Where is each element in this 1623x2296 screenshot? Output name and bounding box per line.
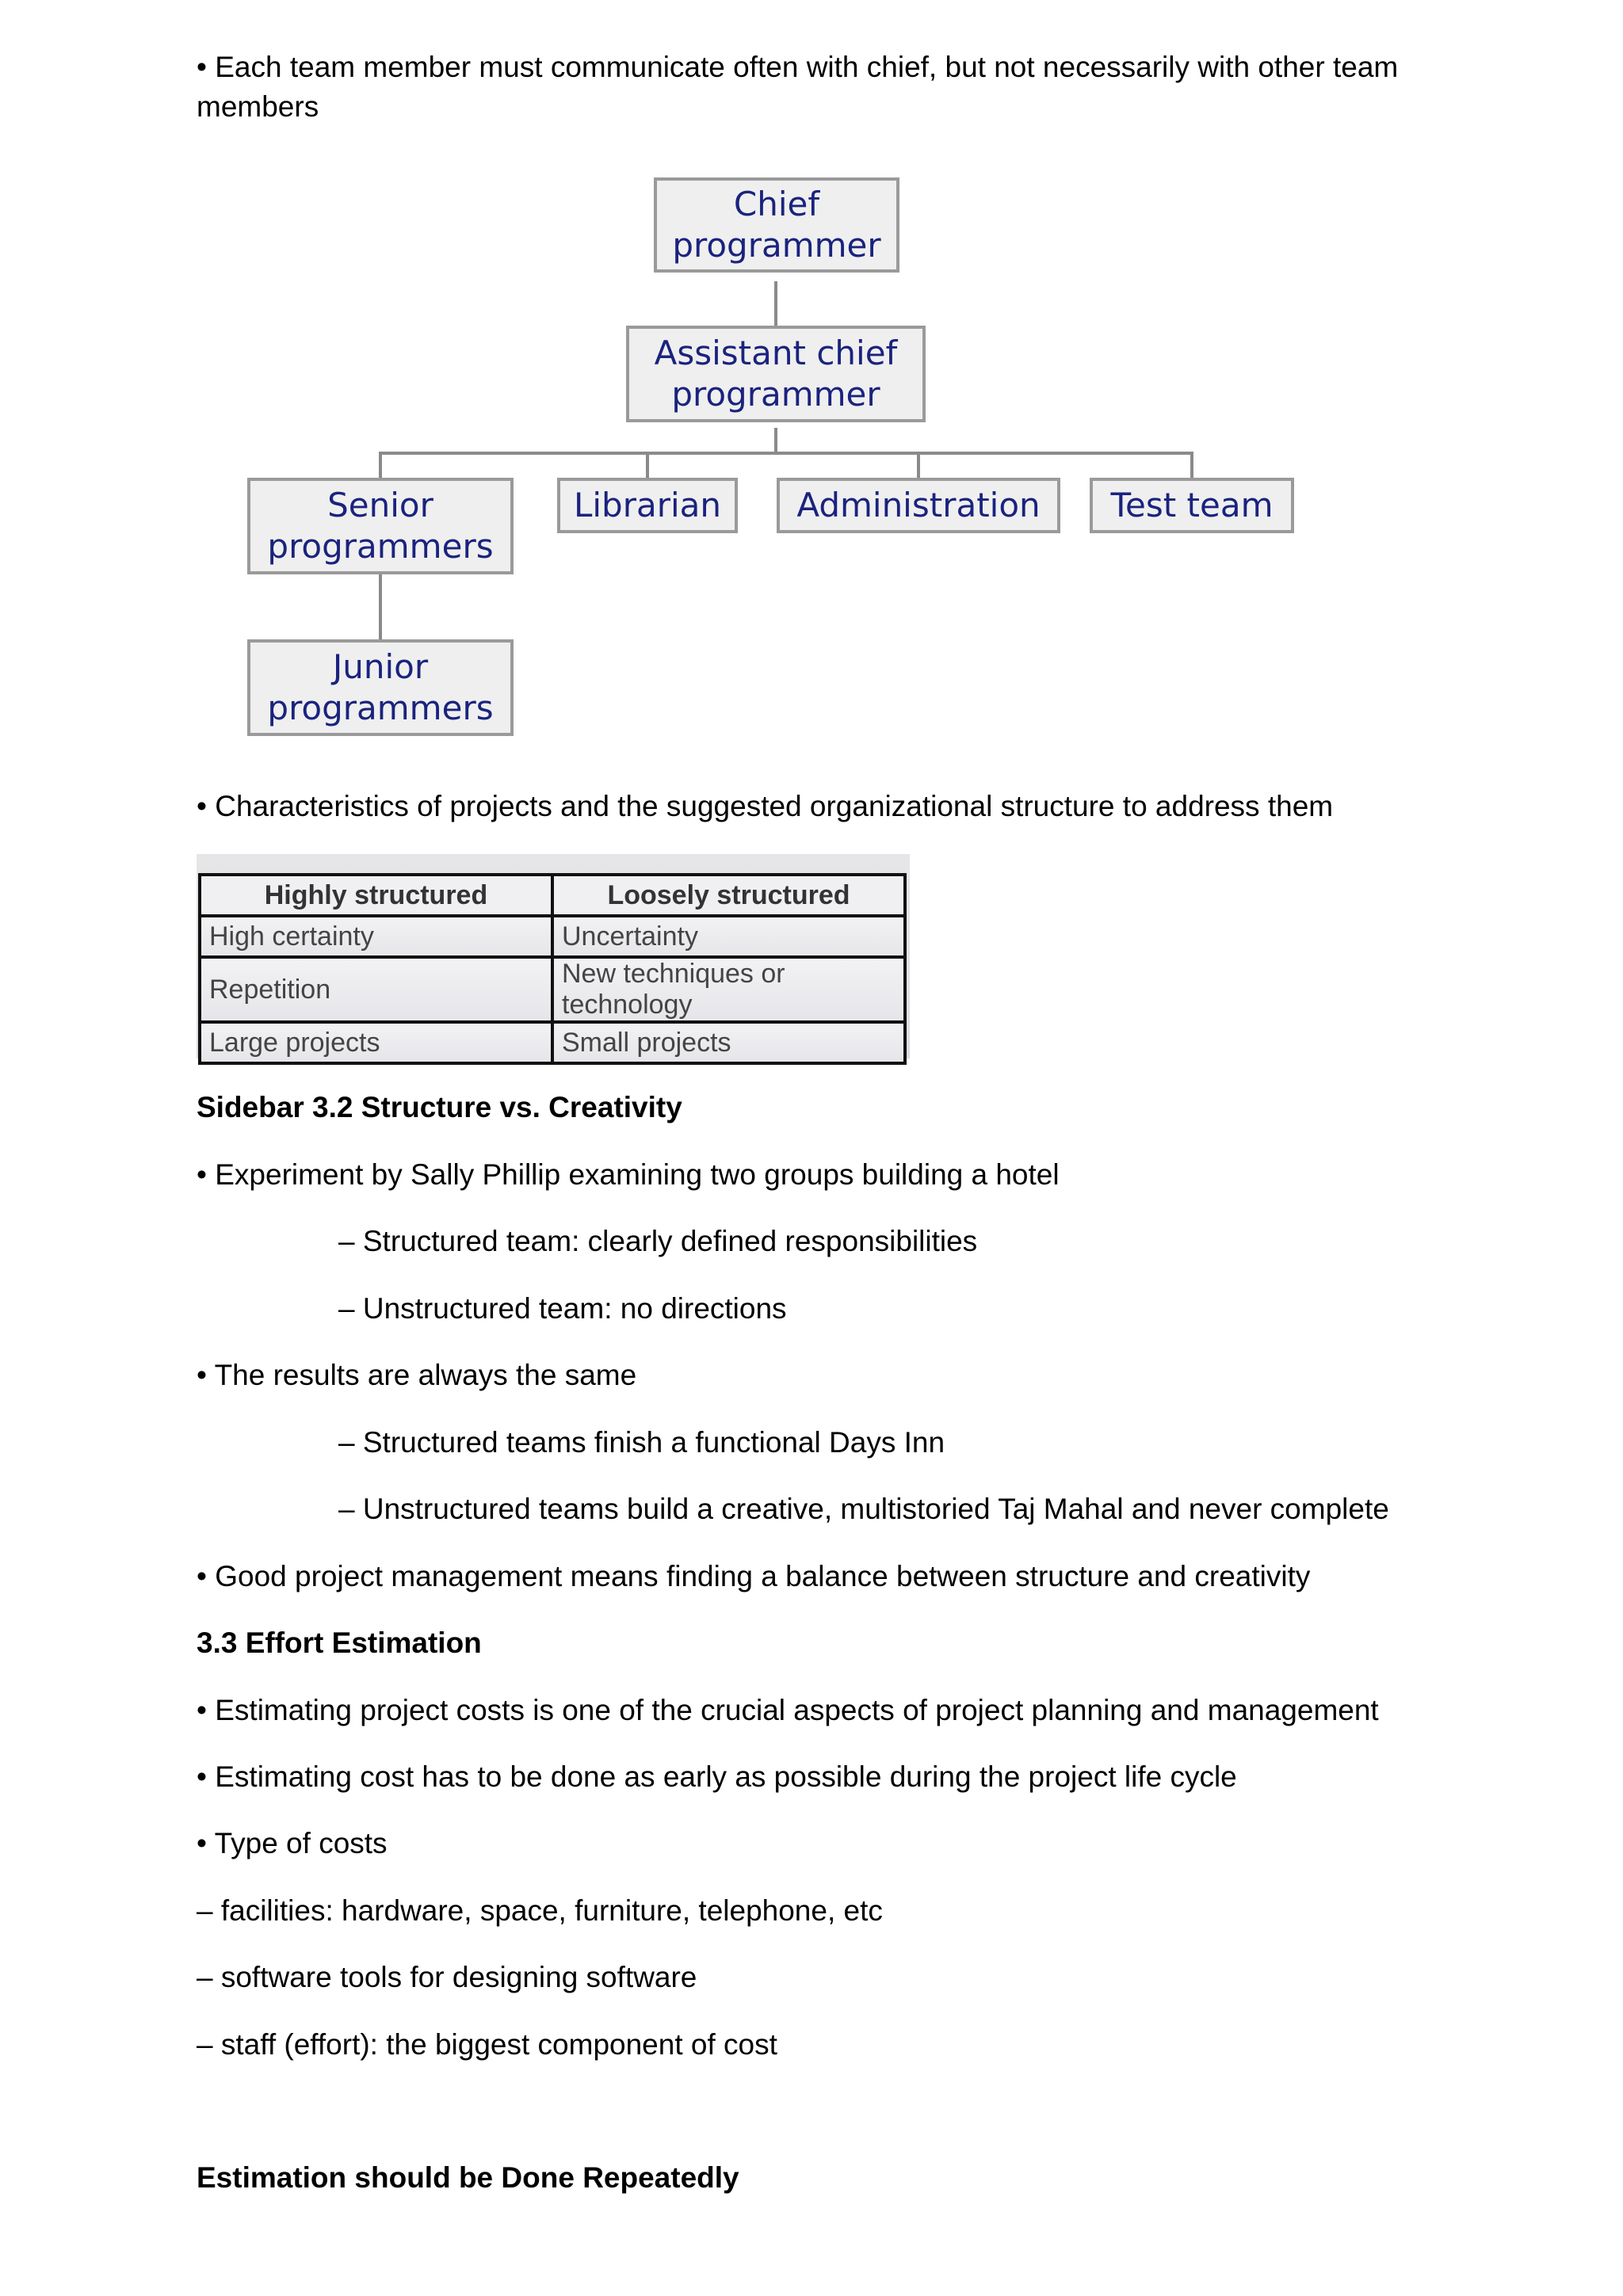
effort-point-2: • Estimating cost has to be done as early as possible during the project life cycle <box>197 1760 1237 1793</box>
org-box-test-team <box>1090 478 1294 533</box>
sidebar-unstructured: – Unstructured team: no directions <box>338 1292 787 1325</box>
org-label-assistant: Assistant chief programmer <box>654 334 898 414</box>
sidebar-good-pm: • Good project management means finding a balance between structure and creativity <box>197 1560 1311 1592</box>
connector-to-administration <box>917 452 920 479</box>
effort-point-3: • Type of costs <box>197 1827 388 1859</box>
connector-to-librarian <box>646 452 649 479</box>
connector-assistant-bus <box>774 428 777 452</box>
org-box-junior-programmers <box>247 639 514 736</box>
cost-item-1: – facilities: hardware, space, furniture, telephone, etc <box>197 1894 883 1927</box>
cost-item-3: – staff (effort): the biggest component of cost <box>197 2028 777 2061</box>
table-cell: New techniques or technology <box>552 957 905 1022</box>
connector-chief-assistant <box>774 281 777 326</box>
table-row <box>200 957 905 1022</box>
org-label-chief: Chief programmer <box>672 185 881 265</box>
table-cell: Large projects <box>200 1022 552 1063</box>
org-label-administration: Administration <box>796 486 1041 524</box>
org-label-test-team: Test team <box>1110 486 1274 524</box>
sidebar-structured: – Structured team: clearly defined responsibilities <box>338 1225 978 1257</box>
org-box-senior-programmers <box>247 478 514 574</box>
table-header-highly: Highly structured <box>200 875 552 916</box>
table-header-row <box>200 875 905 916</box>
structure-table <box>198 873 907 1065</box>
org-box-assistant-chief <box>626 326 926 422</box>
connector-to-senior <box>379 452 382 479</box>
sidebar-result-1: – Structured teams finish a functional Days Inn <box>338 1426 945 1459</box>
org-box-chief-programmer <box>654 177 899 273</box>
sidebar-heading: Sidebar 3.2 Structure vs. Creativity <box>197 1091 682 1123</box>
connector-to-test-team <box>1190 452 1193 479</box>
org-label-librarian: Librarian <box>573 486 722 524</box>
org-label-junior: Junior programmers <box>267 647 494 727</box>
table-cell: Small projects <box>552 1022 905 1063</box>
table-row <box>200 916 905 957</box>
org-label-senior: Senior programmers <box>267 486 494 566</box>
intro-line-2: members <box>197 90 319 123</box>
effort-heading: 3.3 Effort Estimation <box>197 1627 482 1659</box>
sidebar-result-2: – Unstructured teams build a creative, multistoried Taj Mahal and never complete <box>338 1493 1389 1525</box>
intro-line-1: • Each team member must communicate often with chief, but not necessarily with other team <box>197 51 1399 83</box>
sidebar-experiment: • Experiment by Sally Phillip examining two groups building a hotel <box>197 1158 1060 1191</box>
characteristics-line: • Characteristics of projects and the suggested organizational structure to address them <box>197 790 1334 822</box>
table-cell: Uncertainty <box>552 916 905 957</box>
cost-item-2: – software tools for designing software <box>197 1961 697 1993</box>
connector-senior-junior <box>379 574 382 639</box>
table-cell: Repetition <box>200 957 552 1022</box>
connector-horizontal-bus <box>379 452 1192 455</box>
org-box-administration <box>777 478 1060 533</box>
sidebar-results: • The results are always the same <box>197 1359 637 1391</box>
table-header-loosely: Loosely structured <box>552 875 905 916</box>
table-row <box>200 1022 905 1063</box>
structure-table-image <box>197 854 910 1058</box>
org-box-librarian <box>557 478 738 533</box>
estimation-heading: Estimation should be Done Repeatedly <box>197 2161 739 2194</box>
table-cell: High certainty <box>200 916 552 957</box>
effort-point-1: • Estimating project costs is one of the crucial aspects of project planning and management <box>197 1694 1379 1726</box>
